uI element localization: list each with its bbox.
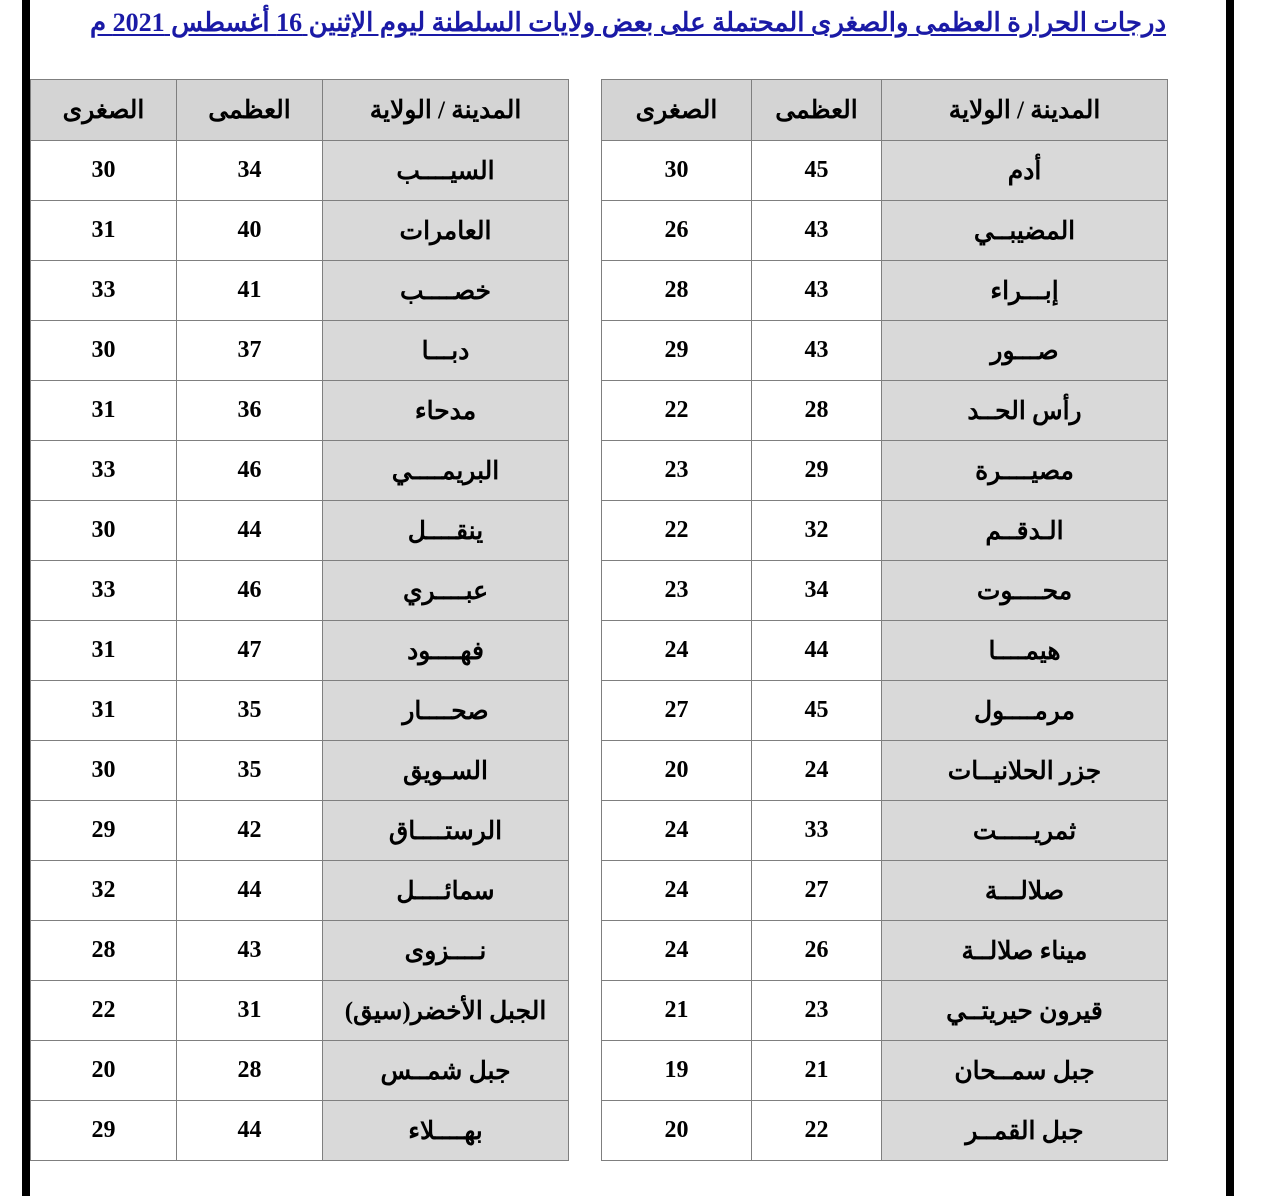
max-temp: 28 <box>752 381 882 441</box>
max-temp: 41 <box>177 261 323 321</box>
table-row <box>31 921 569 981</box>
min-temp: 20 <box>602 741 752 801</box>
city-name: ثمريـــــت <box>882 801 1168 861</box>
min-temp: 28 <box>602 261 752 321</box>
page-right-rule <box>1226 0 1234 1196</box>
max-temp: 44 <box>177 501 323 561</box>
max-temp: 36 <box>177 381 323 441</box>
min-temp: 20 <box>602 1101 752 1161</box>
city-name: عبــــري <box>323 561 569 621</box>
table-row <box>31 861 569 921</box>
table-row <box>602 1041 1168 1101</box>
table-row <box>602 261 1168 321</box>
city-name: جبل القمــر <box>882 1101 1168 1161</box>
table-row <box>31 1101 569 1161</box>
min-temp: 30 <box>31 321 177 381</box>
city-name: السيــــب <box>323 141 569 201</box>
max-temp: 42 <box>177 801 323 861</box>
min-temp: 32 <box>31 861 177 921</box>
min-temp: 22 <box>602 501 752 561</box>
min-temp: 24 <box>602 621 752 681</box>
table-body-right <box>31 141 569 1161</box>
city-name: سمائــــل <box>323 861 569 921</box>
min-temp: 22 <box>602 381 752 441</box>
table-row <box>602 201 1168 261</box>
city-name: خصــــب <box>323 261 569 321</box>
table-row <box>602 441 1168 501</box>
max-temp: 45 <box>752 681 882 741</box>
max-temp: 22 <box>752 1101 882 1161</box>
table-row <box>602 861 1168 921</box>
max-temp: 35 <box>177 681 323 741</box>
city-name: نــــزوى <box>323 921 569 981</box>
max-temp: 43 <box>752 261 882 321</box>
temperature-table-left <box>601 79 1168 1161</box>
min-temp: 19 <box>602 1041 752 1101</box>
min-temp: 29 <box>31 1101 177 1161</box>
min-temp: 23 <box>602 561 752 621</box>
city-name: مدحاء <box>323 381 569 441</box>
table-row <box>31 561 569 621</box>
max-temp: 37 <box>177 321 323 381</box>
table-row <box>31 981 569 1041</box>
table-row <box>31 261 569 321</box>
max-temp: 44 <box>752 621 882 681</box>
table-row <box>31 441 569 501</box>
city-name: الـدقــم <box>882 501 1168 561</box>
table-row <box>602 381 1168 441</box>
table-row <box>602 981 1168 1041</box>
max-temp: 45 <box>752 141 882 201</box>
city-name: صـــور <box>882 321 1168 381</box>
min-temp: 23 <box>602 441 752 501</box>
city-name: جبل شمــس <box>323 1041 569 1101</box>
table-row <box>31 621 569 681</box>
max-temp: 23 <box>752 981 882 1041</box>
city-name: أدم <box>882 141 1168 201</box>
min-temp: 30 <box>31 741 177 801</box>
table-row <box>31 141 569 201</box>
table-row <box>31 801 569 861</box>
min-temp: 29 <box>31 801 177 861</box>
max-temp: 27 <box>752 861 882 921</box>
max-temp: 34 <box>177 141 323 201</box>
table-row <box>602 141 1168 201</box>
max-temp: 21 <box>752 1041 882 1101</box>
min-temp: 24 <box>602 921 752 981</box>
min-temp: 24 <box>602 801 752 861</box>
city-name: فهــــود <box>323 621 569 681</box>
min-temp: 22 <box>31 981 177 1041</box>
min-temp: 30 <box>31 141 177 201</box>
city-name: بهــــلاء <box>323 1101 569 1161</box>
tables-container <box>30 79 1226 1161</box>
document-sheet <box>30 0 1226 1196</box>
max-temp: 43 <box>177 921 323 981</box>
max-temp: 43 <box>752 321 882 381</box>
city-name: رأس الحــد <box>882 381 1168 441</box>
city-name: السـويق <box>323 741 569 801</box>
city-name: دبـــا <box>323 321 569 381</box>
table-row <box>31 681 569 741</box>
column-header-max: العظمى <box>752 80 882 141</box>
city-name: قيرون حيريتــي <box>882 981 1168 1041</box>
city-name: مرمــــول <box>882 681 1168 741</box>
city-name: الرستــــاق <box>323 801 569 861</box>
min-temp: 24 <box>602 861 752 921</box>
max-temp: 40 <box>177 201 323 261</box>
min-temp: 20 <box>31 1041 177 1101</box>
min-temp: 29 <box>602 321 752 381</box>
min-temp: 30 <box>602 141 752 201</box>
column-header-city: المدينة / الولاية <box>882 80 1168 141</box>
city-name: صحــــار <box>323 681 569 741</box>
table-header-row <box>31 80 569 141</box>
city-name: مصيــــرة <box>882 441 1168 501</box>
city-name: إبـــراء <box>882 261 1168 321</box>
max-temp: 33 <box>752 801 882 861</box>
max-temp: 28 <box>177 1041 323 1101</box>
min-temp: 21 <box>602 981 752 1041</box>
max-temp: 32 <box>752 501 882 561</box>
max-temp: 43 <box>752 201 882 261</box>
city-name: الجبل الأخضر(سيق) <box>323 981 569 1041</box>
max-temp: 35 <box>177 741 323 801</box>
max-temp: 46 <box>177 441 323 501</box>
city-name: هيمــــا <box>882 621 1168 681</box>
city-name: المضيبــي <box>882 201 1168 261</box>
table-row <box>31 381 569 441</box>
table-row <box>602 681 1168 741</box>
city-name: ينقــــل <box>323 501 569 561</box>
min-temp: 31 <box>31 681 177 741</box>
max-temp: 34 <box>752 561 882 621</box>
table-row <box>602 501 1168 561</box>
min-temp: 27 <box>602 681 752 741</box>
min-temp: 26 <box>602 201 752 261</box>
min-temp: 33 <box>31 561 177 621</box>
table-row <box>602 801 1168 861</box>
max-temp: 26 <box>752 921 882 981</box>
max-temp: 47 <box>177 621 323 681</box>
min-temp: 31 <box>31 201 177 261</box>
column-header-max: العظمى <box>177 80 323 141</box>
page-title: درجات الحرارة العظمى والصغرى المحتملة على بعض ولايات السلطنة ليوم الإثنين 16 أغسطس 2021 م <box>89 8 1167 37</box>
city-name: ميناء صلالــة <box>882 921 1168 981</box>
table-body-left <box>602 141 1168 1161</box>
max-temp: 29 <box>752 441 882 501</box>
table-row <box>602 321 1168 381</box>
table-row <box>31 1041 569 1101</box>
table-row <box>602 1101 1168 1161</box>
city-name: محــــوت <box>882 561 1168 621</box>
page-left-rule <box>22 0 30 1196</box>
city-name: العامرات <box>323 201 569 261</box>
table-row <box>602 561 1168 621</box>
table-row <box>31 201 569 261</box>
table-row <box>31 501 569 561</box>
min-temp: 30 <box>31 501 177 561</box>
column-header-city: المدينة / الولاية <box>323 80 569 141</box>
table-row <box>31 741 569 801</box>
min-temp: 28 <box>31 921 177 981</box>
max-temp: 31 <box>177 981 323 1041</box>
city-name: صلالـــة <box>882 861 1168 921</box>
table-header-row <box>602 80 1168 141</box>
table-row <box>602 921 1168 981</box>
min-temp: 33 <box>31 261 177 321</box>
table-row <box>31 321 569 381</box>
column-header-min: الصغرى <box>602 80 752 141</box>
table-row <box>602 741 1168 801</box>
column-header-min: الصغرى <box>31 80 177 141</box>
max-temp: 24 <box>752 741 882 801</box>
min-temp: 33 <box>31 441 177 501</box>
city-name: جزر الحلانيــات <box>882 741 1168 801</box>
min-temp: 31 <box>31 621 177 681</box>
max-temp: 44 <box>177 1101 323 1161</box>
city-name: البريمــــي <box>323 441 569 501</box>
max-temp: 46 <box>177 561 323 621</box>
city-name: جبل سمــحان <box>882 1041 1168 1101</box>
temperature-table-right <box>30 79 569 1161</box>
min-temp: 31 <box>31 381 177 441</box>
max-temp: 44 <box>177 861 323 921</box>
table-row <box>602 621 1168 681</box>
